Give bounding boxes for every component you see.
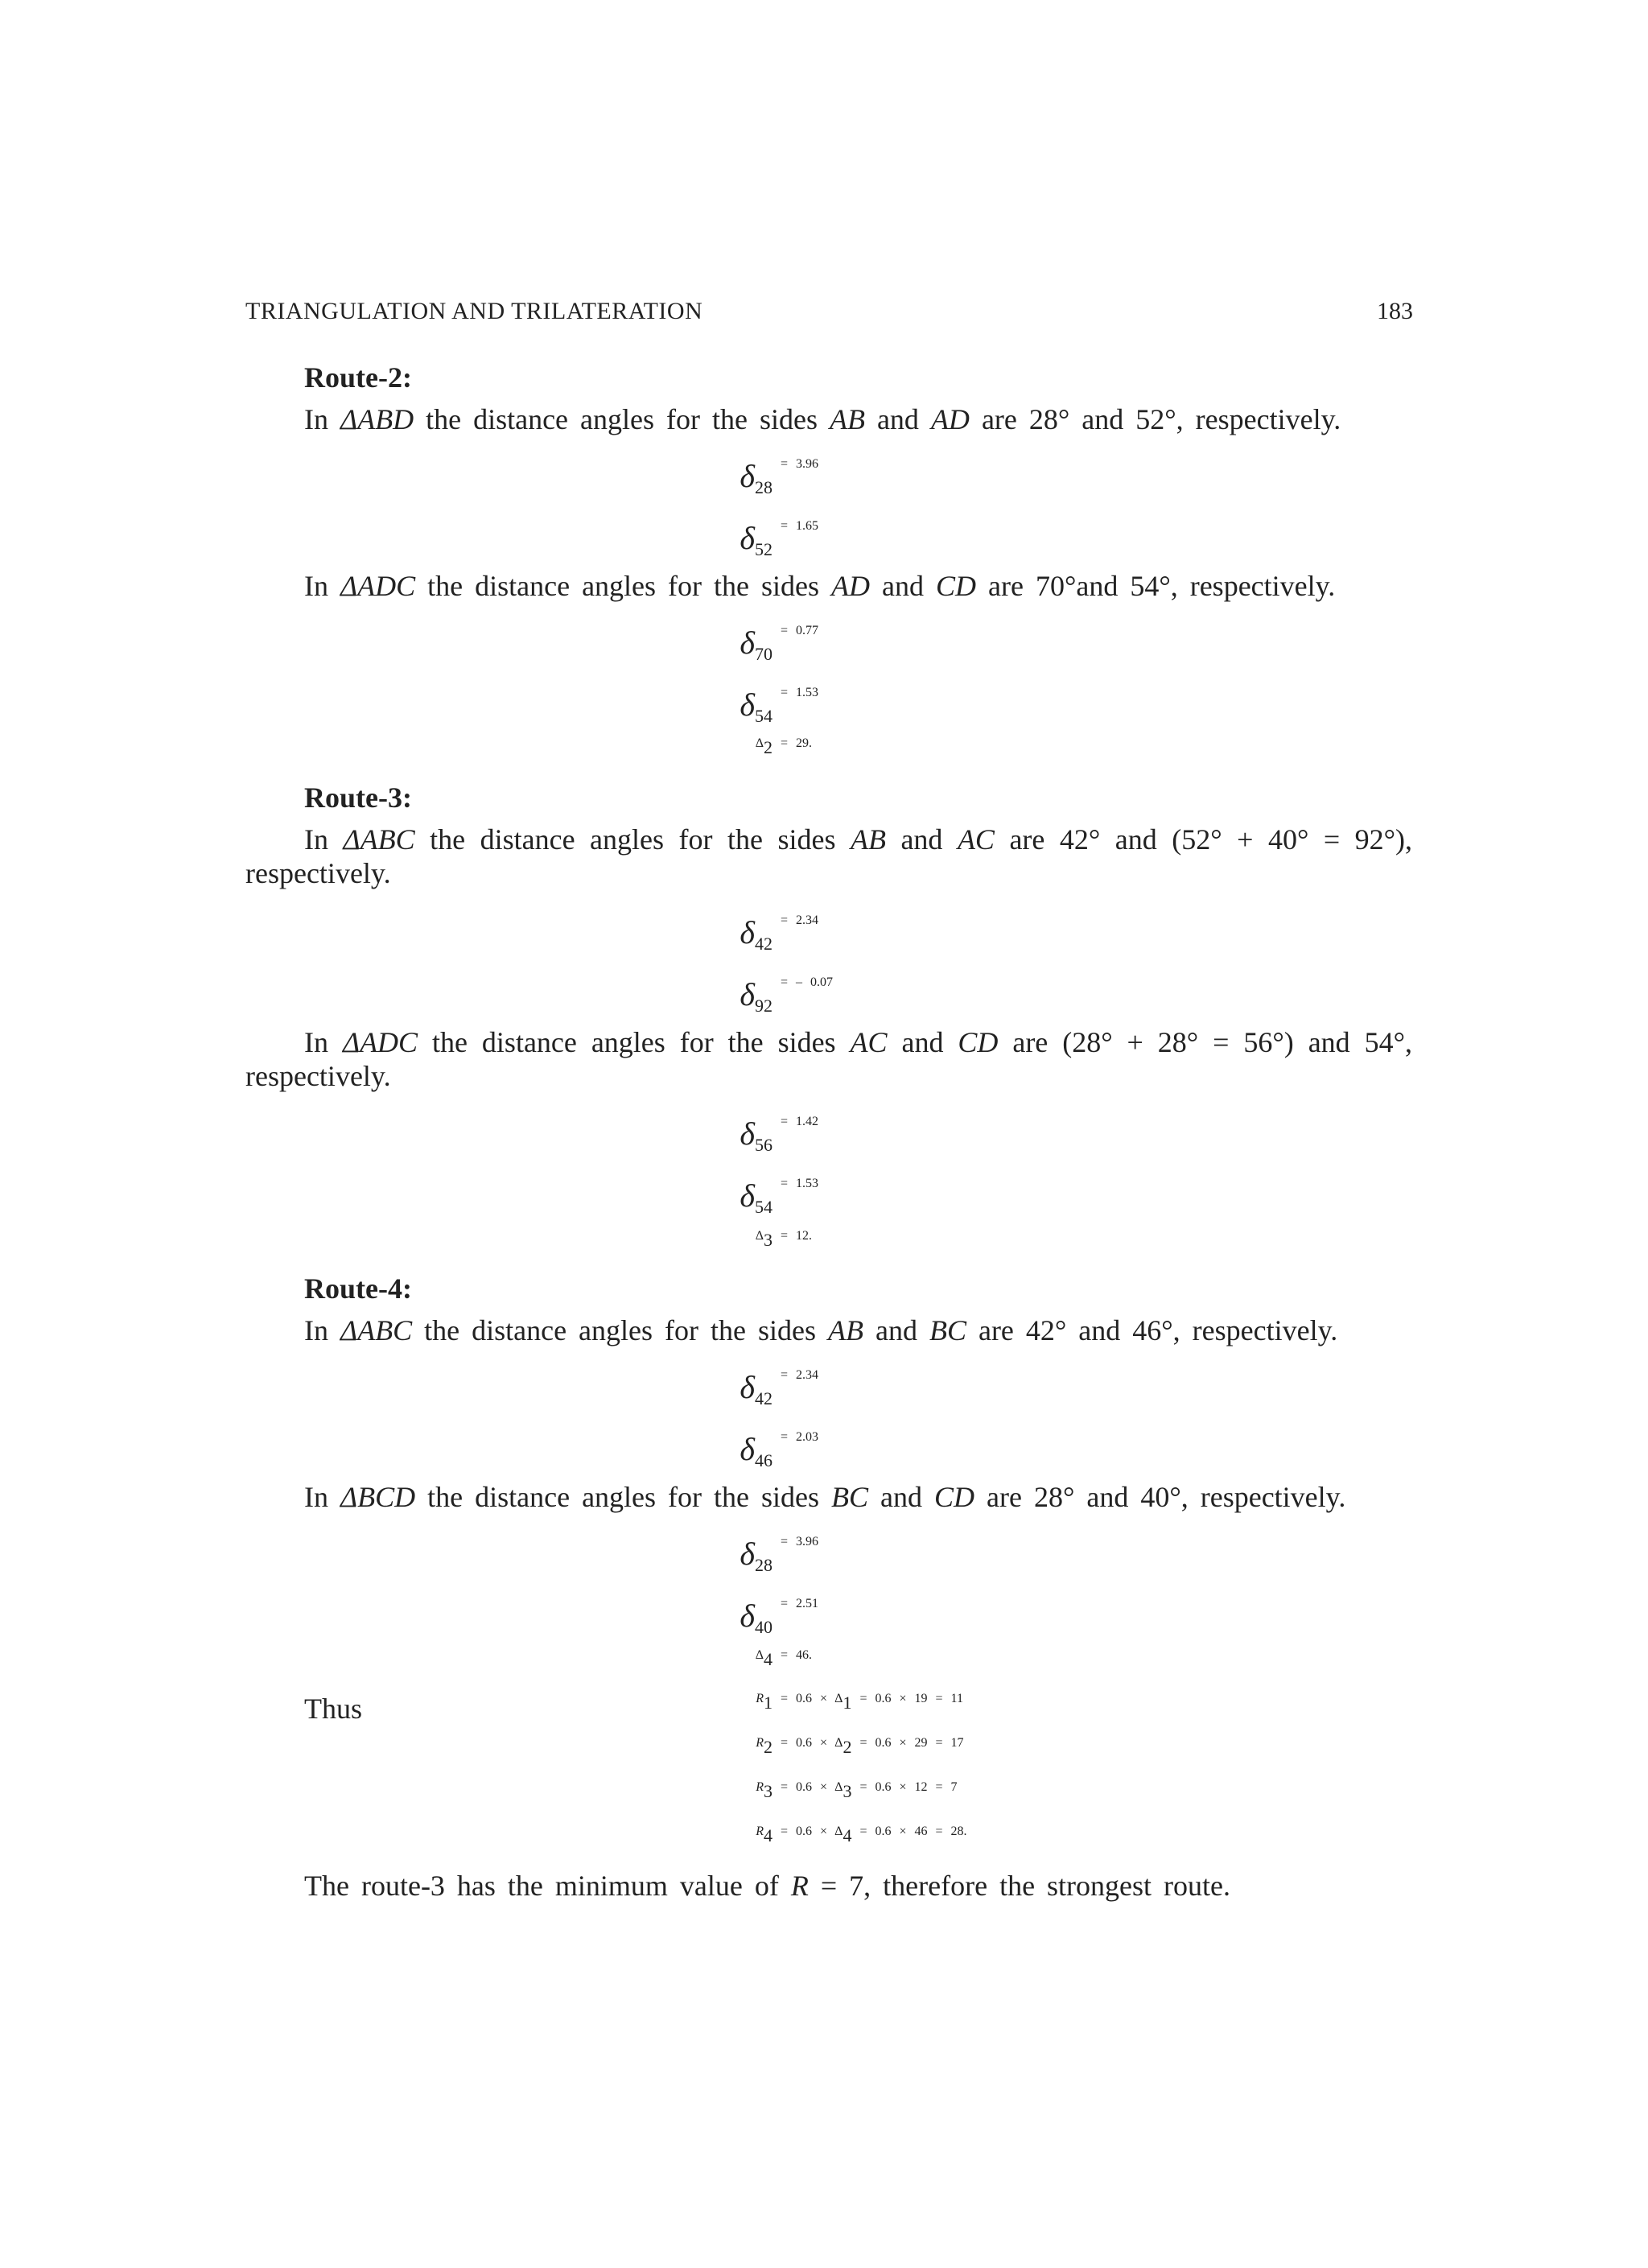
route-4-heading: Route-4: [304, 1272, 412, 1305]
route-4-paragraph-2: In ΔBCD the distance angles for the sides BC and CD are 28° and 40°, respectively. [304, 1481, 1346, 1513]
thus-label: Thus [304, 1693, 362, 1725]
textbook-page: TRIANGULATION AND TRILATERATION 183 Route-2: In ΔABD the distance angles for the sides AB and AD are 28° and 52°, respectively. $\delta_{28}$ = 3.96 $\delta_{52}$ = 1.65 In ΔADC the distance angles for the sides AD and CD are 70°and 54°, respectively. $\delta_{70}$ = 0.77 $\delta_{54}$ = 1.53 $\Delta_2$ = 29. Route-3: In ΔABC the distance angles for the sides AB and AC are 42° and (52° + 40° = 92°), respectively. $\delta_{42}$ = 2.34 $\delta_{92}$ = – 0.07 In ΔADC the distance angles for the sides AC and CD are (28° + 28° = 56°) and 54°, respectively. $\delta_{56}$ = 1.42 $\delta_{54}$ = 1.53 $\Delta_3$ = 12. Route-4: In ΔABC the distance angles for the sides AB and BC are 42° and 46°, respectively. $\delta_{42}$ = 2.34 $\delta_{46}$ = 2.03 In ΔBCD the distance angles for the sides BC and CD are 28° and 40°, respectively. $\delta_{28}$ = 3.96 $\delta_{40}$ = 2.51 $\Delta_4$ = 46. Thus $R_1$ = $0.6 \times \Delta_1 = 0.6 \times 19 = 11$ $R_2$ = $0.6 \times \Delta_2 = 0.6 \times 29 = 17$ $R_3$ = $0.6 \times \Delta_3 = 0.6 \times 12 = 7$ $R_4$ = $0.6 \times \Delta_4 = 0.6 \times 46 = 28$. The route-3 has the minimum value of R = 7, therefore the strongest route. [245, 298, 1413, 1902]
conclusion-paragraph: The route-3 has the minimum value of R = 7, therefore the strongest route. [304, 1870, 1231, 1902]
triangle-label: ΔADC [342, 1026, 418, 1058]
triangle-label: ΔABC [343, 823, 415, 856]
route-3-heading: Route-3: [304, 781, 412, 814]
route-2-paragraph-2: In ΔADC the distance angles for the sides AD and CD are 70°and 54°, respectively. [304, 570, 1336, 602]
route-3-paragraph-1: In ΔABC the distance angles for the sides AB and AC are 42° and (52° + 40° = 92°), respectively. [245, 823, 1413, 889]
triangle-label: ΔABC [340, 1314, 413, 1346]
route-2-paragraph-1: In ΔABD the distance angles for the sides AB and AD are 28° and 52°, respectively. [304, 403, 1341, 435]
route-4-paragraph-1: In ΔABC the distance angles for the sides AB and BC are 42° and 46°, respectively. [304, 1314, 1338, 1346]
triangle-label: ΔABD [340, 403, 414, 435]
triangle-label: ΔBCD [340, 1481, 416, 1513]
route-2-heading: Route-2: [304, 361, 412, 394]
route-3-paragraph-2: In ΔADC the distance angles for the sides AC and CD are (28° + 28° = 56°) and 54°, respectively. [245, 1026, 1413, 1092]
running-head: TRIANGULATION AND TRILATERATION [245, 298, 703, 324]
triangle-label: ΔADC [340, 570, 416, 602]
page-number: 183 [1377, 298, 1413, 324]
